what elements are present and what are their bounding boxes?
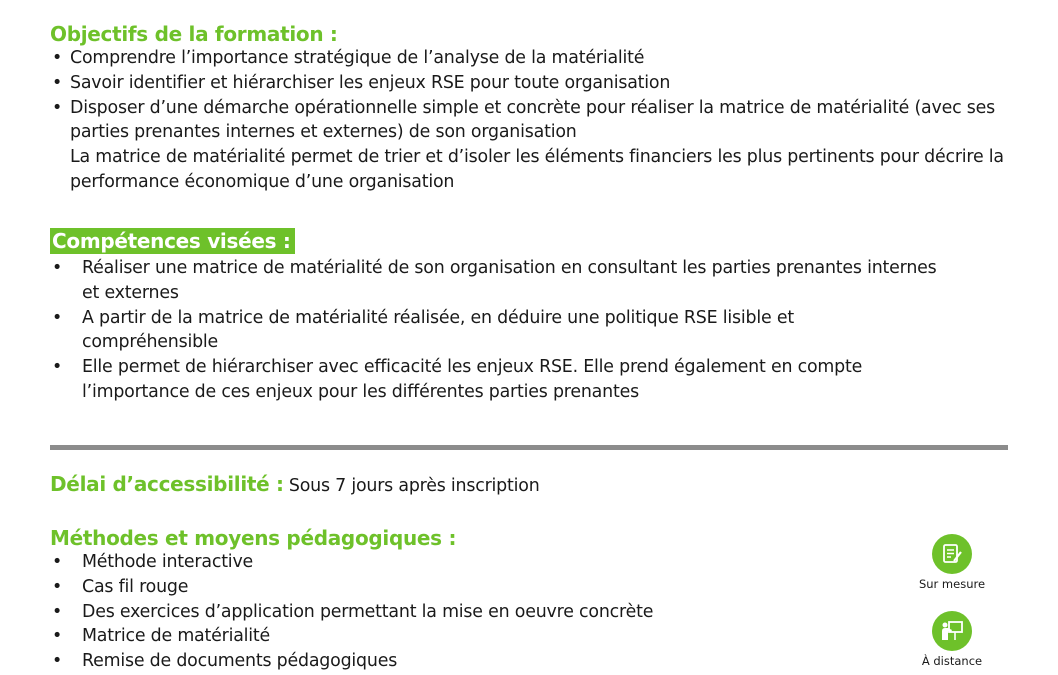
- delai-label: Délai d’accessibilité :: [50, 472, 284, 496]
- badge-label: Sur mesure: [918, 577, 986, 591]
- competences-section: [50, 228, 980, 405]
- list-item: • Des exercices d’application permettant la mise en oeuvre concrète: [50, 600, 910, 625]
- list-item: • Méthode interactive: [50, 550, 910, 575]
- list-item: • Cas fil rouge: [50, 575, 910, 600]
- badge-label: À distance: [921, 654, 983, 668]
- competences-heading-label: Compétences visées :: [50, 228, 295, 254]
- delai-row: [50, 472, 540, 496]
- list-item: • Comprendre l’importance stratégique de l’analyse de la matérialité: [50, 46, 1010, 71]
- a-distance-badge: [907, 611, 997, 668]
- list-item: • A partir de la matrice de matérialité réalisée, en déduire une politique RSE lisible et compréhensible: [50, 306, 872, 356]
- clipboard-pencil-icon: [932, 534, 972, 574]
- section-divider: [50, 445, 1008, 450]
- objectifs-section: [50, 22, 1010, 195]
- presenter-board-icon: [932, 611, 972, 651]
- list-item: • Remise de documents pédagogiques: [50, 649, 910, 674]
- delai-value: Sous 7 jours après inscription: [288, 476, 540, 496]
- list-item: • Disposer d’une démarche opérationnelle simple et concrète pour réaliser la matrice de matérialité (avec ses parties prenantes internes et externes) de son organisation: [50, 96, 1000, 146]
- list-item: • Matrice de matérialité: [50, 624, 910, 649]
- competences-heading: [50, 228, 980, 254]
- objectifs-list: [50, 46, 1010, 145]
- list-item: • Réaliser une matrice de matérialité de son organisation en consultant les parties prenantes internes et externes: [50, 256, 950, 306]
- methodes-heading: Méthodes et moyens pédagogiques :: [50, 526, 457, 550]
- methodes-list: [50, 550, 910, 674]
- objectifs-note: La matrice de matérialité permet de trier et d’isoler les éléments financiers les plus pertinents pour décrire la performance économique d’une organisation: [70, 147, 1004, 192]
- list-item: • Elle permet de hiérarchiser avec efficacité les enjeux RSE. Elle prend également en compte l’importance de ces enjeux pour les différentes parties prenantes: [50, 355, 950, 405]
- competences-list: [50, 256, 950, 405]
- list-item: • Savoir identifier et hiérarchiser les enjeux RSE pour toute organisation: [50, 71, 1010, 96]
- objectifs-heading: Objectifs de la formation :: [50, 22, 338, 46]
- methodes-section: [50, 526, 910, 674]
- sur-mesure-badge: [907, 534, 997, 591]
